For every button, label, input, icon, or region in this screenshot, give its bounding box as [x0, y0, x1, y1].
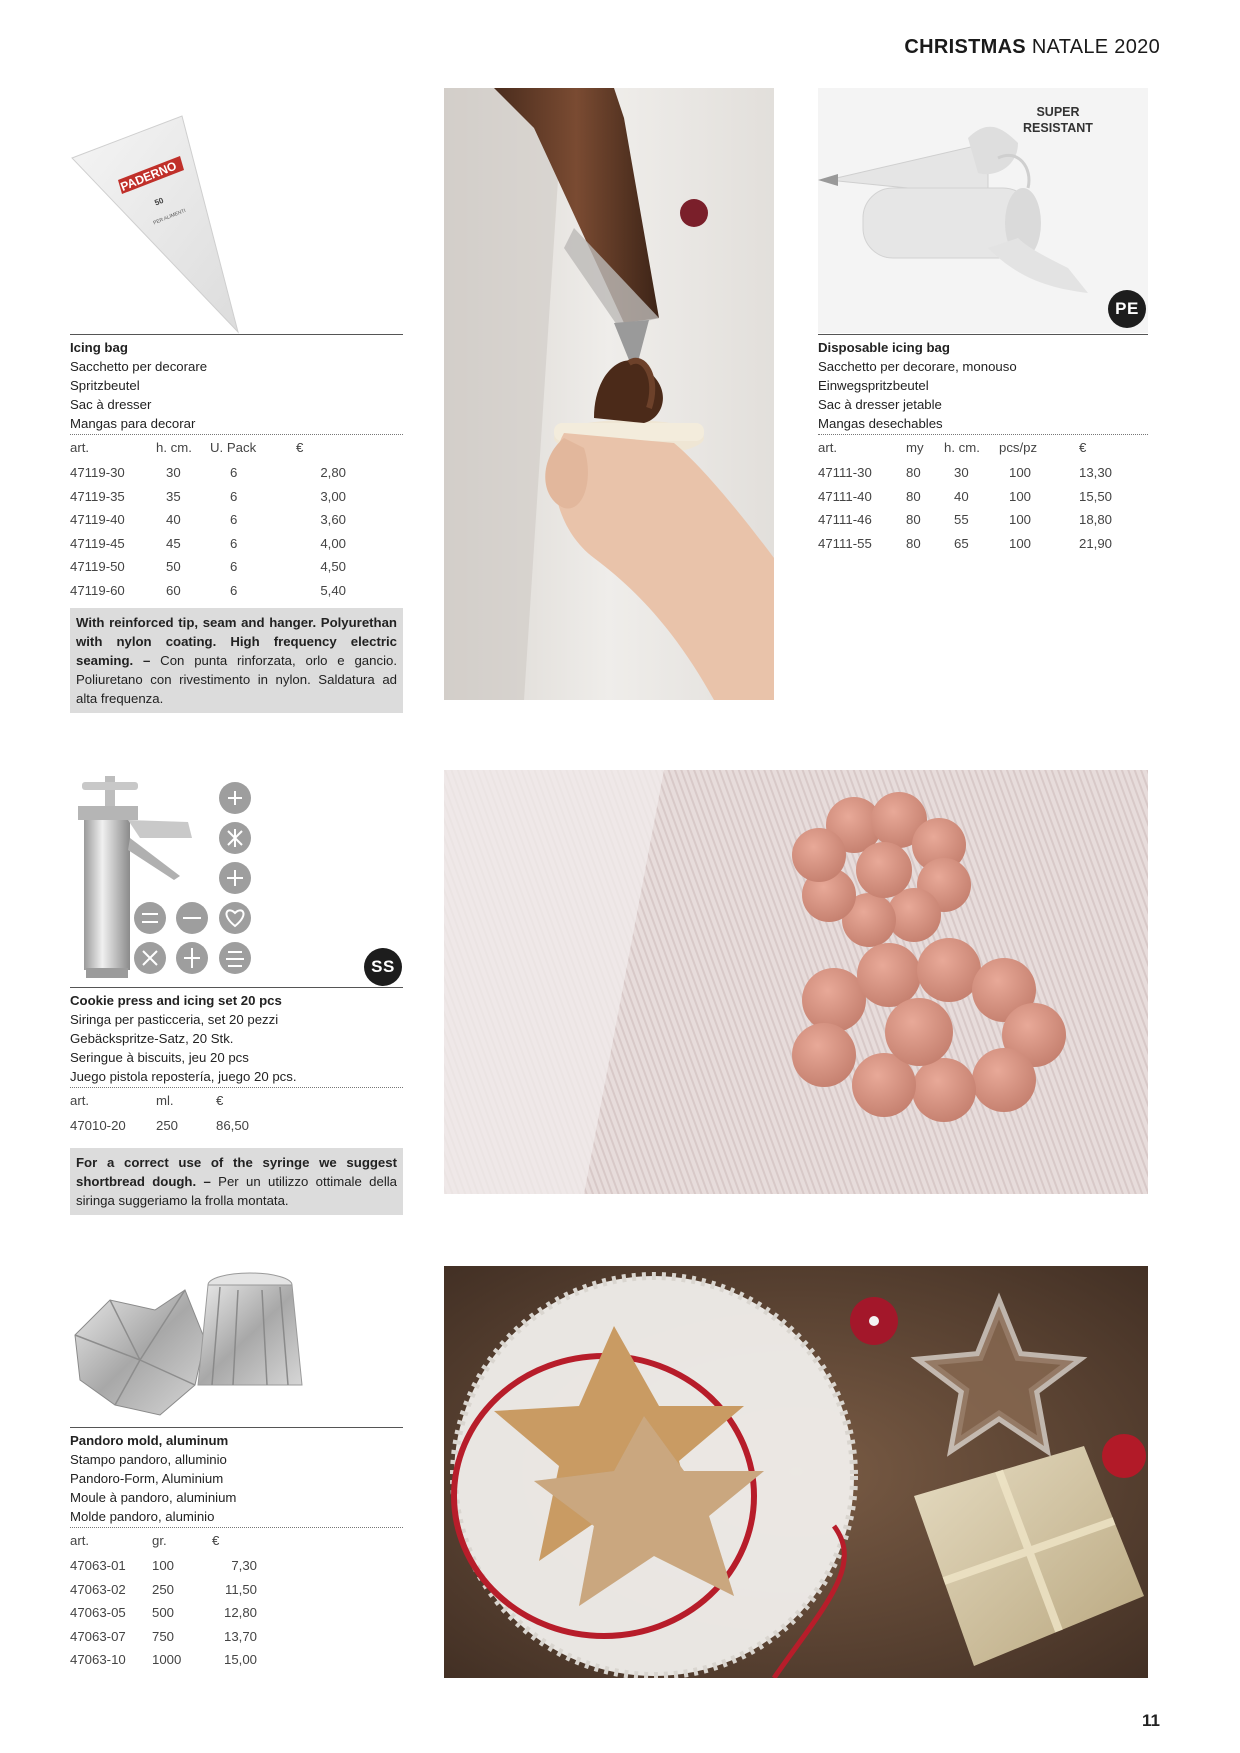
table-row [70, 1554, 257, 1578]
cookie-press-info [70, 987, 403, 1215]
cell-gr: 100 [152, 1558, 175, 1574]
cookie-press-image [70, 776, 270, 981]
table-row [70, 1625, 257, 1649]
product-subtitle: Seringue à biscuits, jeu 20 pcs [70, 1050, 249, 1065]
brand-label: PADERNO [118, 158, 179, 194]
bag-size-label: 50 [153, 195, 165, 208]
product-subtitle: Stampo pandoro, alluminio [70, 1452, 227, 1467]
cell-price: 86,50 [216, 1118, 250, 1134]
product-subtitle: Molde pandoro, aluminio [70, 1507, 403, 1528]
cell-my: 80 [906, 488, 921, 504]
product-subtitle: Sacchetto per decorare, monouso [818, 359, 1017, 374]
cell-price: 4,50 [320, 559, 346, 575]
table-row [70, 1114, 266, 1138]
note-rest: Per un utilizzo ottimale della siringa suggeriamo la frolla montata. [76, 1173, 398, 1208]
cell-pack: 6 [230, 512, 238, 528]
table-row [70, 532, 346, 556]
product-title: Cookie press and icing set 20 pcs [70, 993, 282, 1008]
cell-price: 18,80 [1079, 512, 1113, 528]
cell-h: 55 [954, 512, 969, 528]
col-header: € [212, 1533, 220, 1548]
table-row [818, 485, 1124, 509]
cell-price: 4,00 [320, 535, 346, 551]
cell-art: 47063-01 [70, 1558, 126, 1574]
col-header: gr. [152, 1533, 167, 1548]
cell-pack: 6 [230, 535, 238, 551]
cell-h: 60 [166, 582, 181, 598]
cell-art: 47063-05 [70, 1605, 126, 1621]
cell-pack: 6 [230, 465, 238, 481]
product-subtitle: Einwegspritzbeutel [818, 378, 929, 393]
col-header: art. [818, 440, 838, 455]
pandoro-mold-info [70, 1427, 403, 1672]
table-row [70, 461, 346, 485]
cell-price: 5,40 [320, 582, 346, 598]
cell-gr: 1000 [152, 1652, 182, 1668]
cell-art: 47111-30 [818, 465, 872, 481]
cell-art: 47119-30 [70, 465, 125, 481]
cell-h: 30 [166, 465, 181, 481]
icing-bag-image [70, 110, 270, 335]
page-header [904, 36, 1160, 59]
cell-gr: 250 [152, 1581, 175, 1597]
price-table [70, 1530, 257, 1672]
price-table [70, 1090, 266, 1138]
table-row [70, 1578, 257, 1602]
cell-price: 13,70 [223, 1628, 257, 1644]
note-bold: With reinforced tip, seam and hanger. Polyurethan with nylon coating. High frequency electric seaming. – [76, 615, 397, 668]
cell-pcs: 100 [1009, 512, 1032, 528]
cell-price: 15,00 [223, 1652, 257, 1668]
cell-price: 11,50 [224, 1581, 257, 1597]
table-row [818, 532, 1124, 556]
pandoro-mold-image [70, 1265, 305, 1425]
cell-price: 3,60 [320, 512, 346, 528]
stamp-line: RESISTANT [1023, 121, 1093, 135]
header-rest: NATALE 2020 [1031, 36, 1160, 58]
product-subtitle: Sac à dresser jetable [818, 397, 942, 412]
cell-pcs: 100 [1009, 488, 1032, 504]
icing-bag-info [70, 334, 403, 713]
product-subtitle: Juego pistola repostería, juego 20 pcs. [70, 1067, 403, 1088]
cell-h: 35 [166, 488, 181, 504]
bag-note-label: PER ALIMENTI [152, 207, 187, 227]
col-header: pcs/pz [999, 440, 1038, 455]
cell-art: 47063-10 [70, 1652, 126, 1668]
cell-price: 21,90 [1079, 535, 1113, 551]
cell-price: 3,00 [320, 488, 346, 504]
col-header: art. [70, 440, 90, 455]
cell-my: 80 [906, 465, 921, 481]
cell-price: 7,30 [231, 1558, 257, 1574]
table-row [818, 461, 1124, 485]
note-bold: For a correct use of the syringe we suggest shortbread dough. – [76, 1154, 397, 1189]
product-title: Disposable icing bag [818, 340, 950, 355]
cell-h: 65 [954, 535, 969, 551]
product-subtitle: Mangas desechables [818, 414, 1148, 435]
cell-art: 47119-60 [70, 582, 125, 598]
product-title: Icing bag [70, 340, 128, 355]
col-header: my [906, 440, 924, 455]
col-header: art. [70, 1533, 90, 1548]
product-subtitle: Spritzbeutel [70, 378, 140, 393]
product-subtitle: Gebäckspritze-Satz, 20 Stk. [70, 1031, 234, 1046]
cell-pcs: 100 [1009, 535, 1032, 551]
cell-art: 47111-46 [818, 512, 872, 528]
product-title: Pandoro mold, aluminum [70, 1433, 229, 1448]
material-badge-ss: SS [364, 948, 402, 986]
price-table [818, 437, 1124, 555]
cell-my: 80 [906, 512, 921, 528]
product-subtitle: Siringa per pasticceria, set 20 pezzi [70, 1012, 279, 1027]
note-rest: Con punta rinforzata, orlo e gancio. Poliuretano con rivestimento in nylon. Saldatura ad alta frequenza. [76, 653, 397, 706]
table-row [70, 485, 346, 509]
cell-art: 47063-02 [70, 1581, 126, 1597]
cell-art: 47119-40 [70, 512, 125, 528]
col-header: art. [70, 1093, 90, 1108]
price-table [70, 437, 346, 602]
cell-gr: 750 [152, 1628, 175, 1644]
cell-h: 40 [954, 488, 969, 504]
cell-h: 50 [166, 559, 181, 575]
col-header: h. cm. [944, 440, 980, 455]
cell-my: 80 [906, 535, 921, 551]
cell-price: 13,30 [1079, 465, 1113, 481]
table-row [70, 555, 346, 579]
col-header: € [296, 440, 304, 455]
piping-photo [444, 88, 774, 700]
material-badge-pe: PE [1108, 290, 1146, 328]
cell-gr: 500 [152, 1605, 175, 1621]
product-subtitle: Sac à dresser [70, 397, 152, 412]
cell-art: 47010-20 [70, 1118, 126, 1134]
cell-art: 47119-50 [70, 559, 125, 575]
cell-price: 2,80 [320, 465, 346, 481]
table-row [70, 579, 346, 603]
table-row [70, 1601, 257, 1625]
pandoro-photo [444, 1266, 1148, 1678]
cell-pack: 6 [230, 488, 238, 504]
cell-h: 45 [166, 535, 181, 551]
col-header: U. Pack [210, 440, 257, 455]
col-header: ml. [156, 1093, 174, 1108]
product-subtitle: Mangas para decorar [70, 414, 403, 435]
disposable-bag-image [818, 88, 1148, 333]
product-subtitle: Sacchetto per decorare [70, 359, 208, 374]
disposable-bag-info [818, 334, 1148, 555]
product-note [70, 1148, 403, 1215]
cell-art: 47119-45 [70, 535, 125, 551]
col-header: € [216, 1093, 224, 1108]
cell-pack: 6 [230, 559, 238, 575]
stamp-line: SUPER [1036, 105, 1080, 119]
product-note [70, 608, 403, 713]
super-resistant-stamp [1018, 104, 1098, 136]
cell-pack: 6 [230, 582, 238, 598]
table-row [70, 1648, 257, 1672]
table-row [818, 508, 1124, 532]
cell-art: 47063-07 [70, 1628, 126, 1644]
cell-ml: 250 [156, 1118, 179, 1134]
col-header: h. cm. [156, 440, 192, 455]
cell-art: 47111-40 [818, 488, 872, 504]
cell-pcs: 100 [1009, 465, 1032, 481]
product-subtitle: Moule à pandoro, aluminium [70, 1490, 237, 1505]
cell-art: 47119-35 [70, 488, 125, 504]
table-row [70, 508, 346, 532]
cell-price: 12,80 [223, 1605, 257, 1621]
header-bold: CHRISTMAS [904, 36, 1026, 58]
cookies-photo [444, 770, 1148, 1194]
col-header: € [1079, 440, 1087, 455]
page-number: 11 [1142, 1711, 1160, 1730]
cell-art: 47111-55 [818, 535, 872, 551]
product-subtitle: Pandoro-Form, Aluminium [70, 1471, 224, 1486]
cell-price: 15,50 [1079, 488, 1113, 504]
cell-h: 30 [954, 465, 969, 481]
cell-h: 40 [166, 512, 181, 528]
